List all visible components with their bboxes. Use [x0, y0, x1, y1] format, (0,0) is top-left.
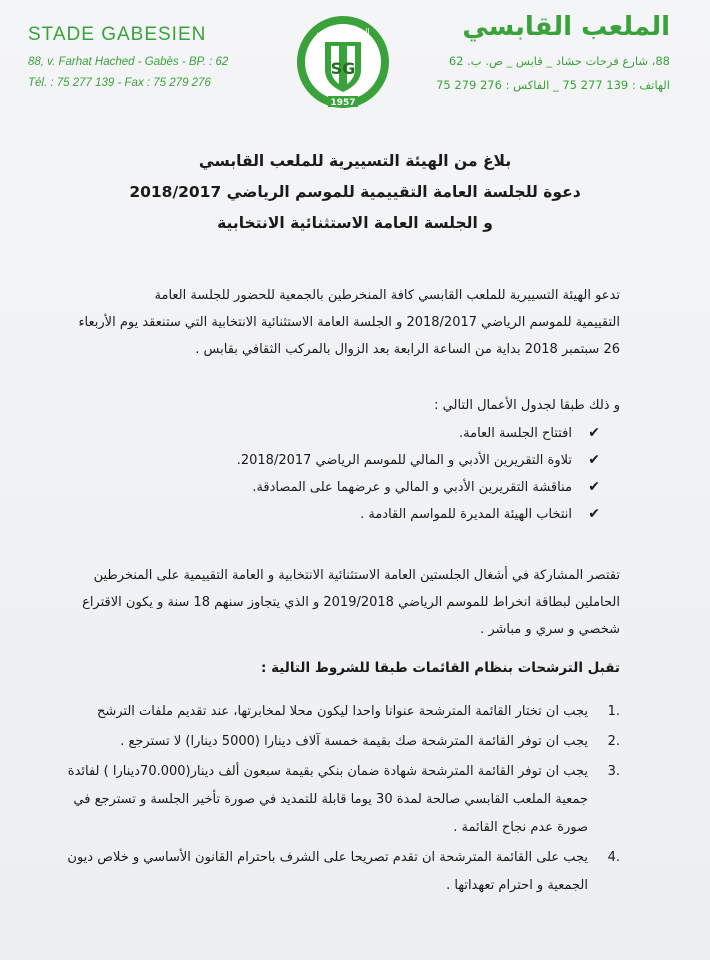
- condition-number: 3.: [607, 764, 620, 779]
- club-crest-logo: [295, 14, 391, 110]
- title-line-1: بلاغ من الهيئة التسييرية للملعب القابسي: [198, 152, 512, 170]
- condition-item: [60, 844, 620, 900]
- title-line-3: و الجلسة العامة الاستثنائية الانتخابية: [217, 214, 493, 232]
- header-french-block: [28, 24, 268, 89]
- agenda-item: [237, 447, 600, 474]
- agenda-item: [237, 501, 600, 528]
- announcement-title: [80, 152, 630, 245]
- agenda-item: [237, 420, 600, 447]
- check-icon: ✔: [588, 452, 600, 468]
- intro-line-3: 26 سبتمبر 2018 بداية من الساعة الرابعة بعد الزوال بالمركب الثقافي بقابس .: [195, 342, 620, 357]
- condition-item: [60, 758, 620, 842]
- logo-initials: SG: [330, 59, 356, 78]
- logo-arabic-text: الملعب القابسي: [316, 27, 370, 36]
- agenda-item-text: مناقشة التقريرين الأدبي و المالي و عرضهما على المصادقة.: [252, 480, 572, 495]
- agenda-list: [237, 420, 600, 528]
- condition-text: يجب ان توفر القائمة المترشحة شهادة ضمان بنكي بقيمة سبعون ألف دينار(70.000دينارا ) لفائدة جمعية الملعب القابسي صالحة لمدة 30 يوما قابلة للتمديد في صورة تأخير الجلسة و تسترجع في صورة عدم نجاح القائمة .: [67, 764, 588, 835]
- condition-number: 2.: [607, 734, 620, 749]
- check-icon: ✔: [588, 506, 600, 522]
- condition-number: 1.: [607, 704, 620, 719]
- header-arabic-block: [410, 12, 670, 92]
- condition-item: [60, 728, 620, 756]
- participation-line-1: تقتصر المشاركة في أشغال الجلستين العامة الاستثنائية الانتخابية و العامة التقييمية على المنخرطين: [93, 568, 620, 583]
- address-french: 88, v. Farhat Hached - Gabès - BP. : 62: [28, 56, 229, 68]
- phone-fax-arabic: الهاتف : 139 277 75 _ الفاكس : 276 279 75: [436, 78, 670, 92]
- conditions-title: تقبل الترشحات بنظام القائمات طبقا للشروط التالية :: [260, 660, 620, 676]
- phone-fax-french: Tél. : 75 277 139 - Fax : 75 279 276: [28, 77, 211, 89]
- condition-text: يجب ان توفر القائمة المترشحة صك بقيمة خمسة آلاف دينارا (5000 دينارا) لا تسترجع .: [120, 734, 588, 749]
- agenda-item-text: تلاوة التقريرين الأدبي و المالي للموسم الرياضي 2018/2017.: [236, 453, 572, 468]
- intro-paragraph: [55, 282, 620, 363]
- club-name-french: STADE GABESIEN: [28, 24, 207, 45]
- intro-line-2: التقييمية للموسم الرياضي 2018/2017 و الجلسة العامة الاستثنائية الانتخابية التي ستنعقد يوم الأربعاء: [78, 315, 620, 330]
- condition-text: يجب ان تختار القائمة المترشحة عنوانا واحدا ليكون محلا لمخابرتها، عند تقديم ملفات الترشح: [96, 704, 588, 719]
- agenda-item-text: انتخاب الهيئة المديرة للمواسم القادمة .: [360, 507, 572, 522]
- participation-paragraph: [55, 562, 620, 643]
- condition-text: يجب على القائمة المترشحة ان تقدم تصريحا على الشرف باحترام القانون الأساسي و خلاص ديون الجمعية و احترام تعهداتها .: [67, 850, 588, 893]
- conditions-list: [60, 698, 620, 902]
- check-icon: ✔: [588, 479, 600, 495]
- agenda-intro: و ذلك طبقا لجدول الأعمال التالي :: [434, 398, 620, 413]
- condition-number: 4.: [607, 850, 620, 865]
- logo-year: 1957: [330, 98, 356, 108]
- participation-line-2: الحاملين لبطاقة انخراط للموسم الرياضي 2019/2018 و الذي يتجاوز سنهم 18 سنة و يكون الاقتراع: [82, 595, 620, 610]
- condition-item: [60, 698, 620, 726]
- check-icon: ✔: [588, 425, 600, 441]
- club-name-arabic: الملعب القابسي: [462, 12, 670, 42]
- intro-line-1: تدعو الهيئة التسييرية للملعب القابسي كافة المنخرطين بالجمعية للحضور للجلسة العامة: [154, 288, 620, 303]
- participation-line-3: شخصي و سري و مباشر .: [480, 622, 620, 637]
- address-arabic: 88، شارع فرحات حشاد _ قابس _ ص. ب. 62: [448, 54, 670, 68]
- title-line-2: دعوة للجلسة العامة التقييمية للموسم الرياضي 2018/2017: [129, 183, 581, 201]
- agenda-item-text: افتتاح الجلسة العامة.: [459, 426, 572, 441]
- agenda-item: [237, 474, 600, 501]
